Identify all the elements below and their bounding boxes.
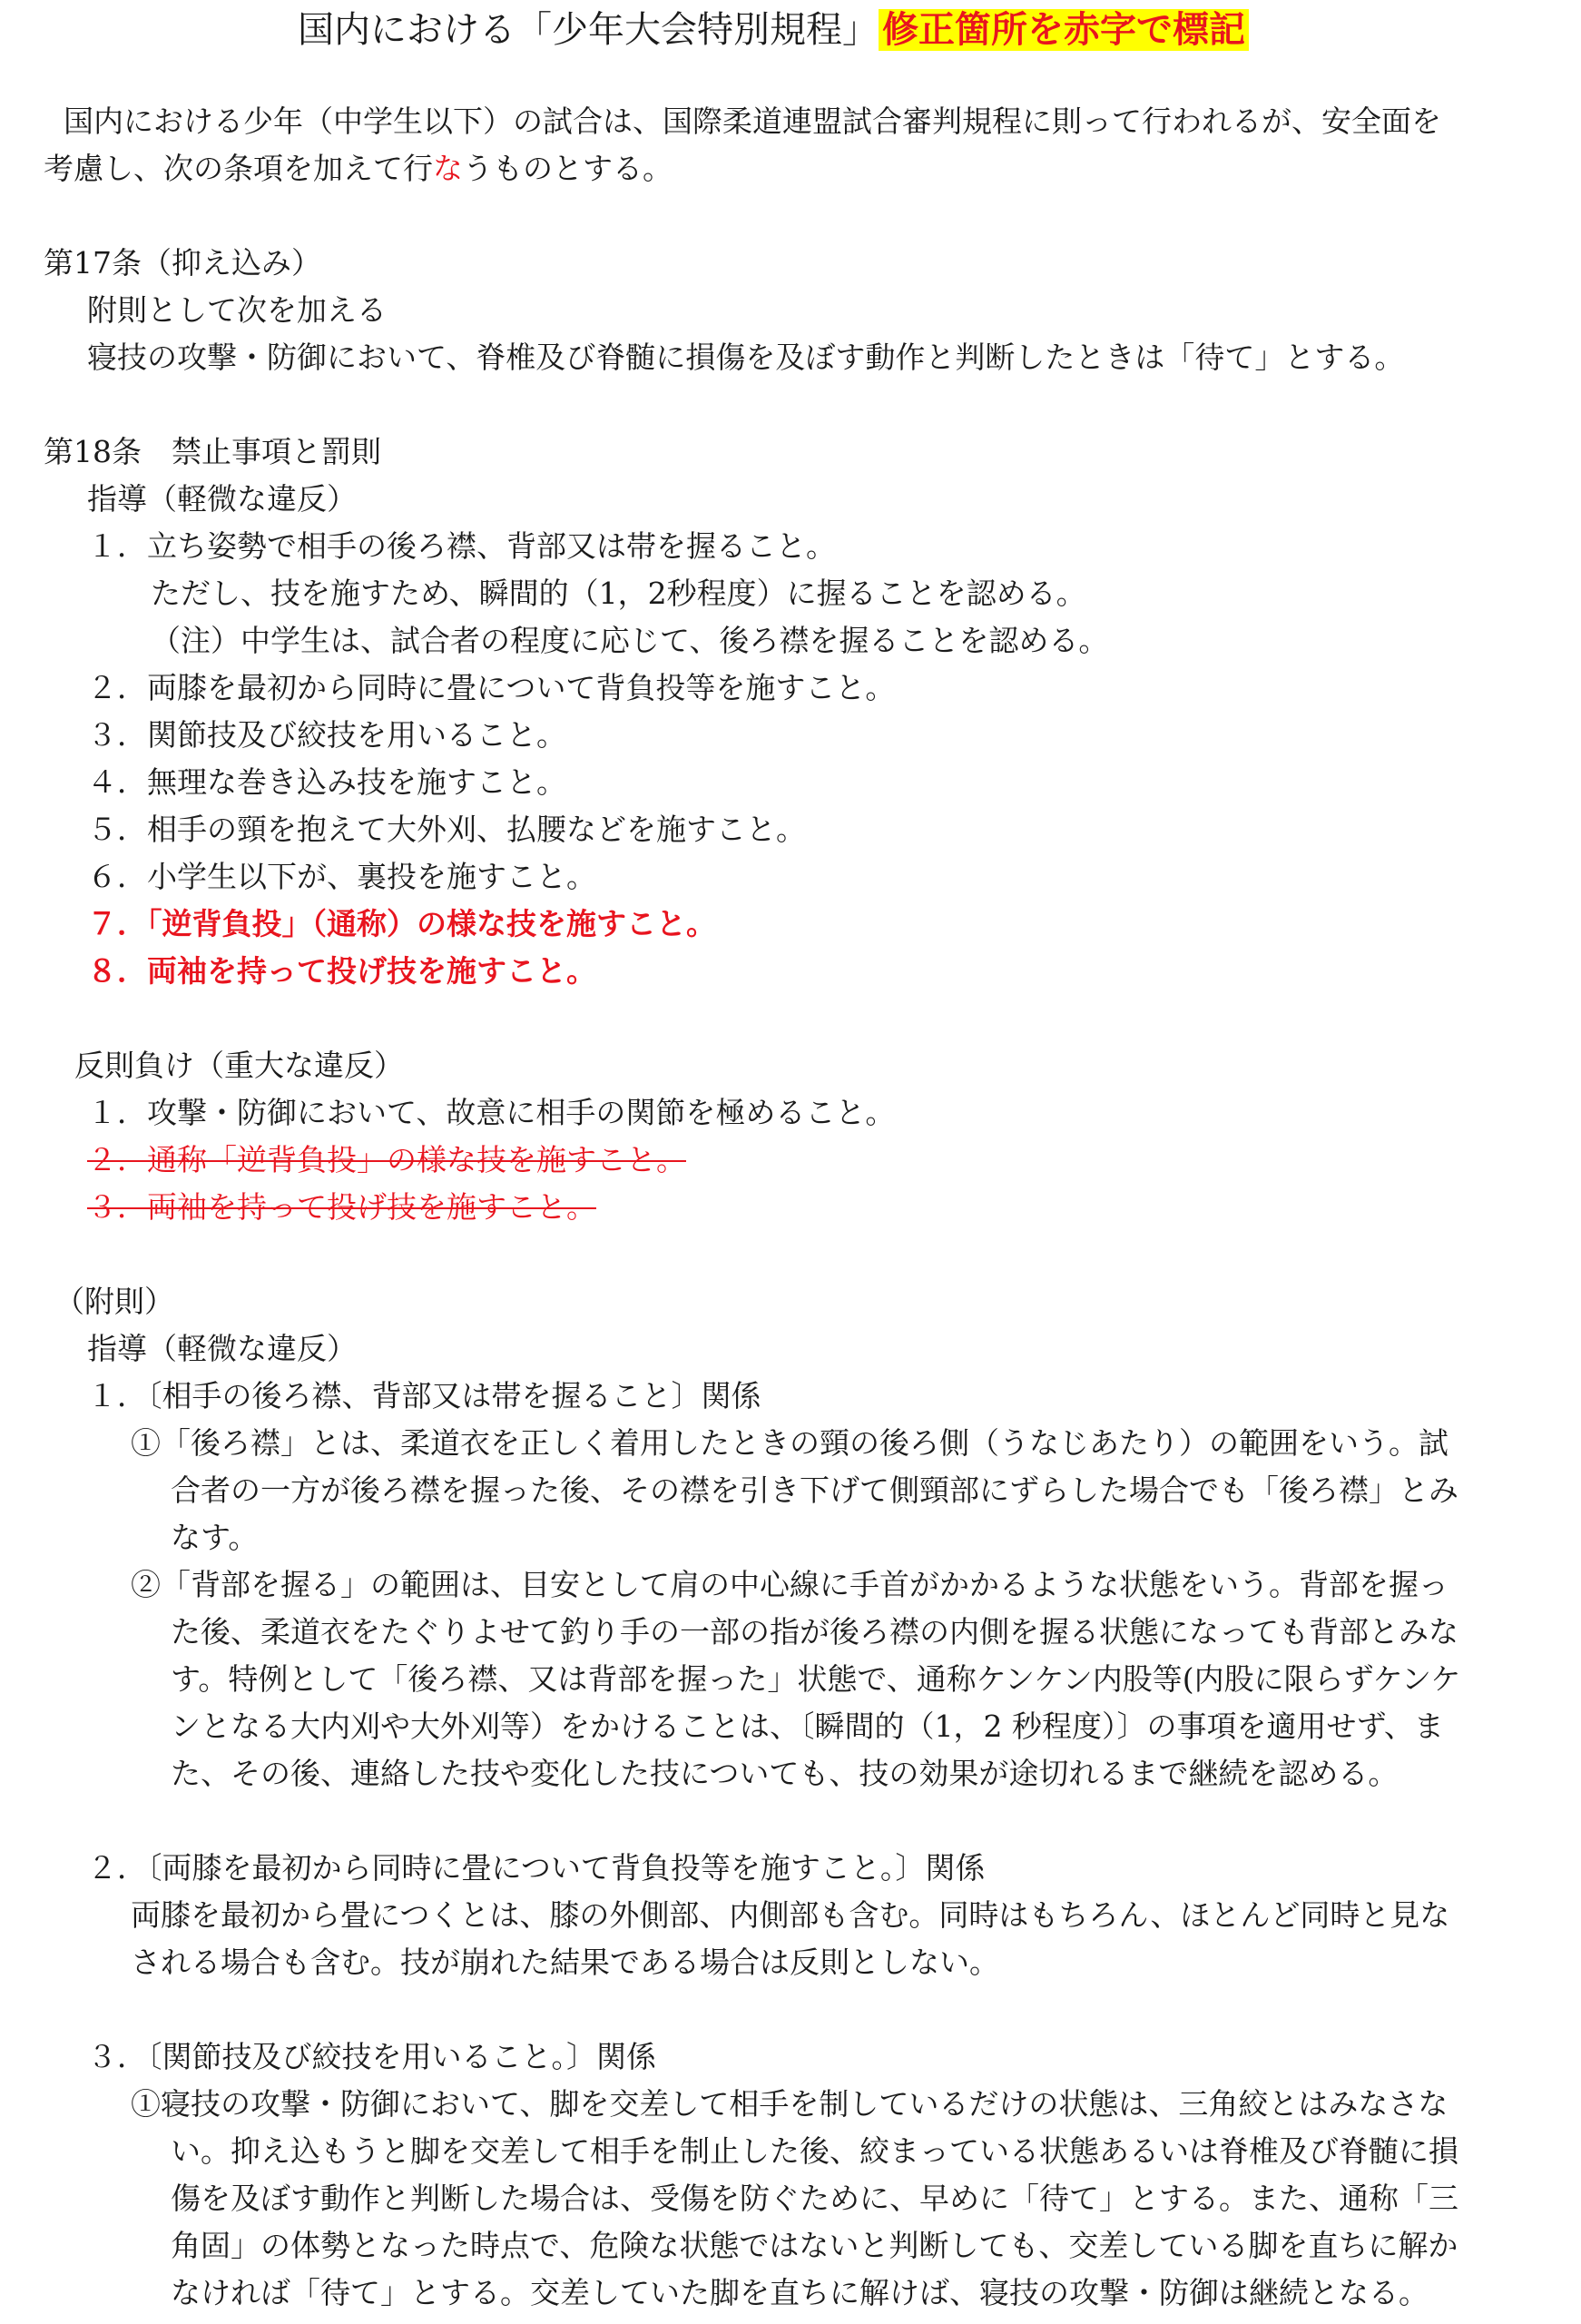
article-18-heading: 第18条 禁止事項と罰則 — [44, 434, 381, 469]
supplement-3-line-4: 角固」の体勢となった時点で、危険な状態ではないと判断しても、交差している脚を直ちに解か — [171, 2228, 1458, 2263]
shido-item-8-added: ８．両袖を持って投げ技を施すこと。 — [87, 953, 596, 989]
shido-item-1: １．立ち姿勢で相手の後ろ襟、背部又は帯を握ること。 — [87, 528, 836, 564]
supplement-2-line-1: 両膝を最初から畳につくとは、膝の外側部、内側部も含む。同時はもちろん、ほとんど同時と見な — [131, 1897, 1450, 1933]
intro-line-2: 考慮し、次の条項を加えて行なうものとする。 — [44, 151, 673, 186]
supplement-1-p1-line-1: ①「後ろ襟」とは、柔道衣を正しく着用したときの頸の後ろ側（うなじあたり）の範囲をいう。試 — [131, 1425, 1448, 1461]
article-17-heading: 第17条（抑え込み） — [44, 245, 321, 281]
shido-item-7-added: ７．「逆背負投」（通称）の様な技を施すこと。 — [87, 906, 716, 941]
shido-item-6: ６．小学生以下が、裏投を施すこと。 — [87, 859, 596, 894]
supplement-3-line-3: 傷を及ぼす動作と判断した場合は、受傷を防ぐために、早めに「待て」とする。また、通称「三 — [171, 2181, 1458, 2216]
supplement-2-line-2: される場合も含む。技が崩れた結果である場合は反則としない。 — [131, 1945, 999, 1980]
supplement-1-p2-line-1: ②「背部を握る」の範囲は、目安として肩の中心線に手首がかかるような状態をいう。背部を握っ — [131, 1567, 1448, 1602]
shido-item-1-note: ただし、技を施すため、瞬間的（1，2秒程度）に握ることを認める。 — [151, 576, 1086, 611]
supplement-1-p2-line-3: す。特例として「後ろ襟、又は背部を握った」状態で、通称ケンケン内股等(内股に限らずケンケ — [171, 1661, 1461, 1697]
shido-item-5: ５．相手の頸を抱えて大外刈、払腰などを施すこと。 — [87, 812, 806, 847]
supplement-shido-heading: 指導（軽微な違反） — [87, 1331, 357, 1366]
shido-item-2: ２．両膝を最初から同時に畳について背負投等を施すこと。 — [87, 670, 896, 705]
supplement-2-heading: ２．〔両膝を最初から同時に畳について背負投等を施すこと。〕関係 — [87, 1850, 986, 1886]
hansoku-item-3-deleted: ３．両袖を持って投げ技を施すこと。 — [87, 1189, 596, 1225]
title-main: 国内における「少年大会特別規程」 — [298, 9, 879, 51]
article-17-subheading: 附則として次を加える — [87, 292, 387, 328]
supplement-3-line-5: なければ「待て」とする。交差していた脚を直ちに解けば、寝技の攻撃・防御は継続となる。 — [171, 2275, 1429, 2310]
supplement-3-line-1: ①寝技の攻撃・防御において、脚を交差して相手を制しているだけの状態は、三角絞とはみなさな — [131, 2086, 1448, 2122]
document-title — [298, 7, 1249, 53]
supplement-1-p1-line-2: 合者の一方が後ろ襟を握った後、その襟を引き下げて側頸部にずらした場合でも「後ろ襟」とみ — [171, 1472, 1458, 1508]
supplement-1-p2-line-5: た、その後、連絡した技や変化した技についても、技の効果が途切れるまで継続を認める。 — [171, 1756, 1399, 1791]
supplement-3-line-2: い。抑え込もうと脚を交差して相手を制止した後、絞まっている状態あるいは脊椎及び脊髄に損 — [171, 2133, 1458, 2169]
shido-heading: 指導（軽微な違反） — [87, 481, 357, 517]
hansoku-item-2-deleted: ２．通称「逆背負投」の様な技を施すこと。 — [87, 1142, 686, 1177]
supplement-1-p2-line-2: た後、柔道衣をたぐりよせて釣り手の一部の指が後ろ襟の内側を握る状態になっても背部とみな — [171, 1614, 1458, 1649]
hansoku-item-1: １．攻撃・防御において、故意に相手の関節を極めること。 — [87, 1095, 896, 1130]
supplement-1-p2-line-4: ンとなる大内刈や大外刈等）をかけることは、〔瞬間的（1，2 秒程度）〕の事項を適用せず、ま — [171, 1709, 1444, 1744]
supplement-3-heading: ３．〔関節技及び絞技を用いること。〕関係 — [87, 2039, 656, 2074]
shido-item-4: ４．無理な巻き込み技を施すこと。 — [87, 764, 566, 800]
hansoku-heading: 反則負け（重大な違反） — [74, 1048, 404, 1083]
shido-item-3: ３．関節技及び絞技を用いること。 — [87, 717, 566, 753]
article-17-text: 寝技の攻撃・防御において、脊椎及び脊髄に損傷を及ぼす動作と判断したときは「待て」とする。 — [87, 340, 1405, 375]
supplement-1-heading: １．〔相手の後ろ襟、背部又は帯を握ること〕関係 — [87, 1378, 761, 1413]
supplement-heading: （附則） — [54, 1284, 174, 1319]
intro-line-1: 国内における少年（中学生以下）の試合は、国際柔道連盟試合審判規程に則って行われるが、安全面を — [64, 103, 1441, 139]
supplement-1-p1-line-3: なす。 — [171, 1520, 259, 1555]
revision-note-highlight: 修正箇所を赤字で標記 — [879, 9, 1249, 51]
shido-item-1-annotation: （注）中学生は、試合者の程度に応じて、後ろ襟を握ることを認める。 — [151, 623, 1109, 658]
intro-revised-char: な — [433, 151, 463, 186]
